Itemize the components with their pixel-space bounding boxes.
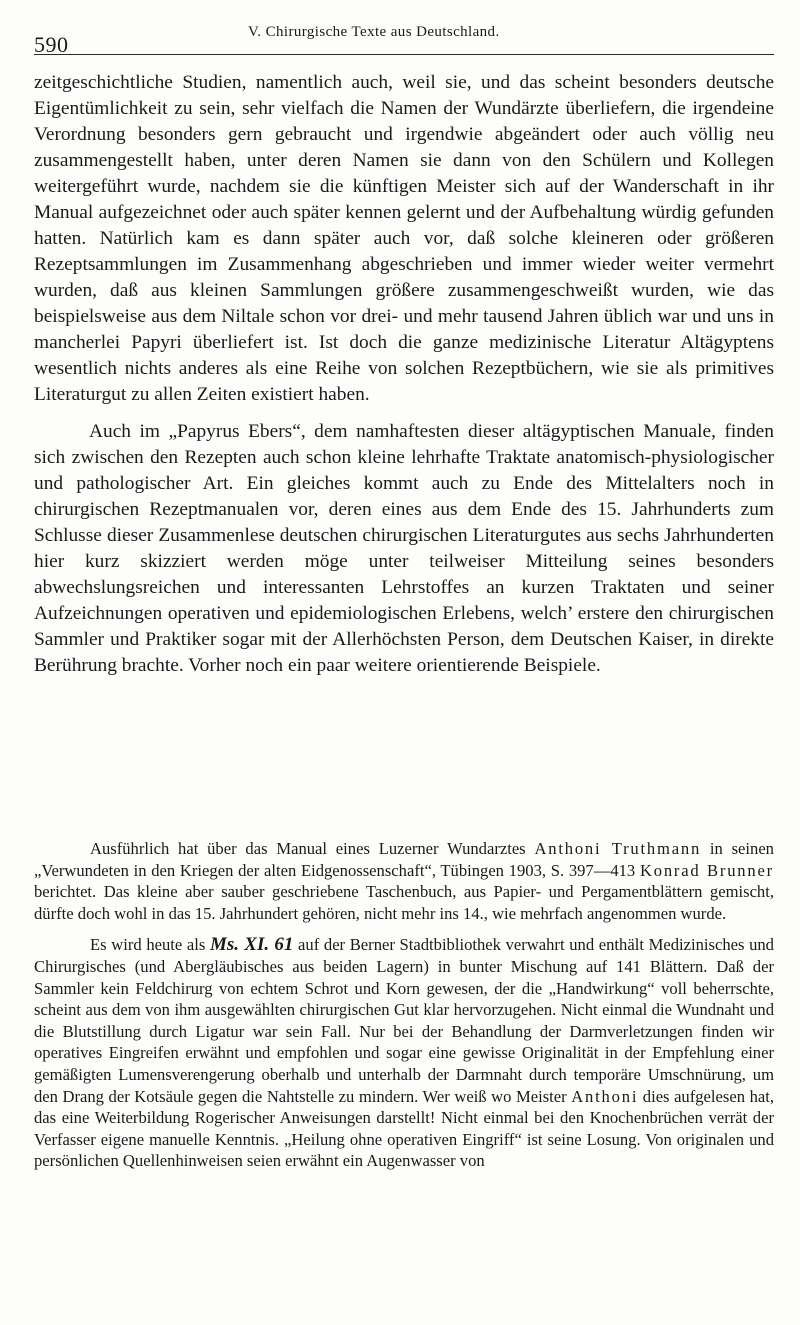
footnote-text: in seinen „Verwundeten in den Kriegen der alten Eidgenossenschaft“, Tübingen 1903, S. 397—413 (34, 839, 774, 880)
page-number: 590 (34, 32, 69, 57)
person-name: Anthoni (571, 1086, 639, 1106)
person-name: Anthoni Truthmann (534, 839, 702, 858)
body-paragraph: zeitgeschichtliche Studien, namentlich auch, weil sie, und das scheint besonders deutsche Eigentümlichkeit zu sein, sehr vielfach die Namen der Wundärzte überliefern, die irgendeine Verordnung besonders gern gebraucht und irgendwie abgeändert oder auch völlig neu zusammengestellt haben, unter deren Namen sie dann von den Schülern und Kollegen weitergeführt wurde, nachdem sie die künftigen Meister sich auf der Wanderschaft in ihr Manual aufgezeichnet oder auch später kennen gelernt und der Aufbehaltung würdig gefunden hatten. Natürlich kam es dann später auch vor, daß solche kleineren oder größeren Rezeptsammlungen im Zusammenhang abgeschrieben und immer wieder weiter vermehrt wurden, daß aus kleinen Sammlungen größere zusammengeschweißt wurden, wie das beispielsweise aus dem Niltale schon vor drei- und mehr tausend Jahren üblich war und uns in mancherlei Papyri überliefert ist. Ist doch die ganze medizinische Literatur Altägyptens wesentlich nichts anderes als eine Reihe von solchen Rezeptbüchern, wie sie als primitives Literaturgut zu allen Zeiten existiert haben. (34, 72, 774, 405)
running-title: V. Chirurgische Texte aus Deutschland. (248, 24, 500, 40)
footnote-text: Ausführlich hat über das Manual eines Luzerner Wundarztes (90, 839, 535, 858)
manuscript-reference: Ms. XI. 61 (210, 934, 294, 956)
footnotes-section (34, 838, 774, 1172)
footnote-paragraph (34, 934, 774, 1172)
footnote-text: auf der Berner Stadtbibliothek verwahrt und enthält Medizinisches und Chirurgisches (und Abergläubisches aus beiden Lagern) in bunter Mischung auf 141 Blättern. Daß der Sammler kein Feldchirurg von echtem Schrot und Korn gewesen, der die „Handwirkung“ voll beherrschte, scheint aus dem von ihm ausgewählten chirurgischen Gut klar hervorzugehen. Nicht einmal die Wundnaht und die Blutstillung durch Ligatur war sein Fall. Nur bei der Behandlung der Darmverletzungen finden wir operatives Eingreifen erwähnt und empfohlen und sogar eine gewisse Originalität in der Empfehlung einer gemäßigten Lumensverengerung oberhalb und unterhalb der Darmnaht durch temporäre Umschnürung, um den Drang der Kotsäule gegen die Nahtstelle zu mindern. Wer weiß wo Meister (34, 935, 774, 1106)
body-paragraph: Auch im „Papyrus Ebers“, dem namhaftesten dieser altägyptischen Manuale, finden sich zwischen den Rezepten auch schon kleine lehrhafte Traktate anatomisch-physiologischer und pathologischer Art. Ein gleiches kommt auch zu Ende des Mittelalters noch in chirurgischen Rezeptmanualen vor, deren eines aus dem Ende des 15. Jahrhunderts zum Schlusse dieser Zusammenlese deutschen chirurgischen Literaturgutes aus sechs Jahrhunderten hier kurz skizziert werden möge unter teilweiser Mitteilung seines besonders abwechslungsreichen und interessanten Lehrstoffes an kurzen Traktaten und seiner Aufzeichnungen operativen und epidemiologischen Erlebens, welch’ erstere den chirurgischen Sammler und Praktiker sogar mit der Allerhöchsten Person, dem Deutschen Kaiser, in direkte Berührung brachte. Vorher noch ein paar weitere orientierende Beispiele. (34, 421, 774, 676)
person-name: Konrad Brunner (639, 860, 774, 880)
footnote-text: dies aufgelesen hat, das eine Weiterbildung Rogerischer Anweisungen darstellt! Nicht einmal bei den Knochenbrüchen verrät der Verfasser eigene manuelle Kenntnis. „Heilung ohne operativen Eingriff“ ist seine Losung. Von originalen und persönlichen Quellenhinweisen seien erwähnt ein Augenwasser von (34, 1086, 774, 1171)
main-text (34, 70, 774, 679)
footnote-text: berichtet. Das kleine aber sauber geschriebene Taschenbuch, aus Papier- und Pergamentblättern gemischt, dürfte doch wohl in das 15. Jahrhundert gehören, nicht mehr ins 14., wie mehrfach angenommen wurde. (34, 882, 774, 923)
footnote-paragraph (34, 838, 774, 924)
page-header (34, 18, 774, 55)
footnote-text: Es wird heute als (90, 935, 211, 955)
